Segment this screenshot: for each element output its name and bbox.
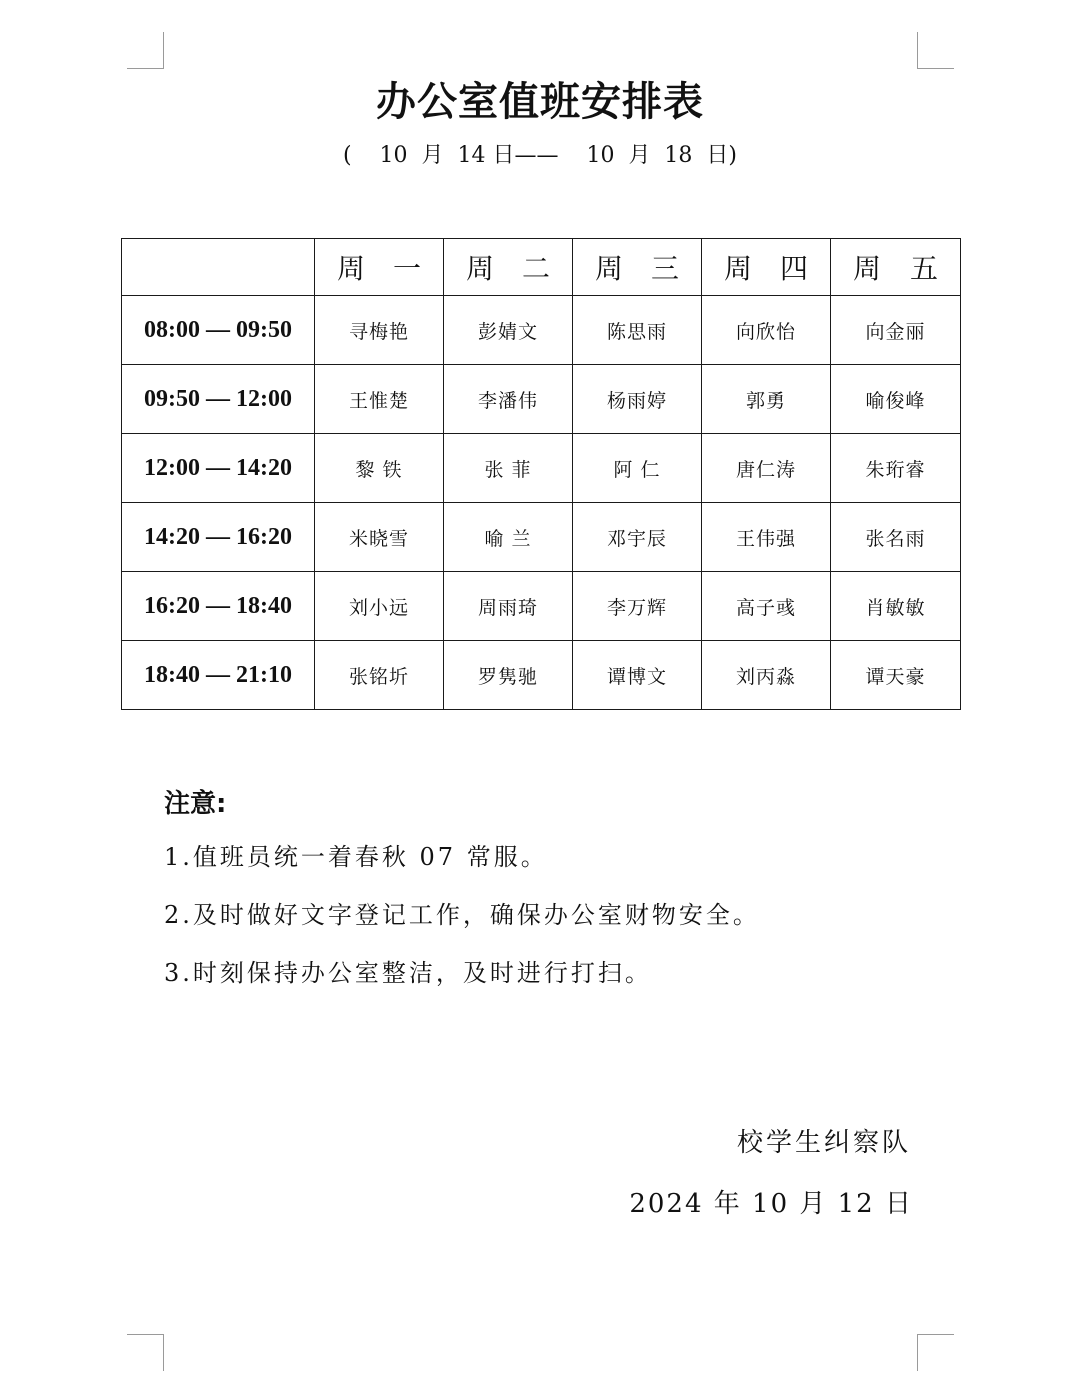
duty-name-cell: 王惟楚 — [315, 365, 444, 434]
day-header-monday — [315, 239, 444, 296]
table-header-row — [122, 239, 961, 296]
crop-mark-top-right — [917, 32, 954, 69]
signature-organization: 校学生纠察队 — [736, 1128, 911, 1158]
duty-name-cell: 谭博文 — [573, 641, 702, 710]
duty-name-cell: 张 菲 — [444, 434, 573, 503]
duty-name-cell: 向欣怡 — [702, 296, 831, 365]
signature-block — [629, 1122, 913, 1220]
table-row — [122, 572, 961, 641]
table-row — [122, 641, 961, 710]
time-slot-cell: 08:00 — 09:50 — [122, 296, 315, 365]
duty-name-cell: 谭天豪 — [831, 641, 961, 710]
day-header-char: 周 — [853, 252, 882, 285]
duty-name-cell: 张铭圻 — [315, 641, 444, 710]
day-header-friday — [831, 239, 961, 296]
day-header-char: 周 — [466, 252, 495, 285]
date-range: ( 10 月 14 日—— 10 月 18 日) — [342, 143, 737, 168]
duty-name-cell: 高子彧 — [702, 572, 831, 641]
duty-name-cell: 李潘伟 — [444, 365, 573, 434]
duty-name-cell: 郭勇 — [702, 365, 831, 434]
table-corner-cell — [122, 239, 315, 296]
time-slot-cell: 12:00 — 14:20 — [122, 434, 315, 503]
duty-name-cell: 刘小远 — [315, 572, 444, 641]
day-header-char: 四 — [779, 252, 808, 285]
duty-name-cell: 喻俊峰 — [831, 365, 961, 434]
note-item: 1.值班员统一着春秋 07 常服。 — [164, 843, 548, 871]
duty-name-cell: 朱珩睿 — [831, 434, 961, 503]
duty-name-cell: 张名雨 — [831, 503, 961, 572]
note-item: 3.时刻保持办公室整洁，及时进行打扫。 — [164, 959, 652, 987]
duty-name-cell: 米晓雪 — [315, 503, 444, 572]
day-header-char: 二 — [521, 252, 550, 285]
time-slot-cell: 18:40 — 21:10 — [122, 641, 315, 710]
crop-mark-bottom-left — [127, 1334, 164, 1371]
crop-mark-bottom-right — [917, 1334, 954, 1371]
signature-date: 2024 年 10 月 12 日 — [629, 1189, 913, 1219]
duty-name-cell: 罗隽驰 — [444, 641, 573, 710]
document-title: 办公室值班安排表 — [376, 79, 704, 125]
table-row — [122, 434, 961, 503]
duty-name-cell: 黎 铁 — [315, 434, 444, 503]
day-header-char: 一 — [392, 252, 421, 285]
duty-name-cell: 杨雨婷 — [573, 365, 702, 434]
day-header-char: 周 — [595, 252, 624, 285]
table-row — [122, 365, 961, 434]
duty-name-cell: 邓宇辰 — [573, 503, 702, 572]
duty-name-cell: 周雨琦 — [444, 572, 573, 641]
notes-section — [164, 783, 964, 1014]
duty-name-cell: 唐仁涛 — [702, 434, 831, 503]
duty-name-cell: 王伟强 — [702, 503, 831, 572]
day-header-tuesday — [444, 239, 573, 296]
time-slot-cell: 16:20 — 18:40 — [122, 572, 315, 641]
time-slot-cell: 09:50 — 12:00 — [122, 365, 315, 434]
crop-mark-top-left — [127, 32, 164, 69]
duty-name-cell: 喻 兰 — [444, 503, 573, 572]
day-header-char: 周 — [337, 252, 366, 285]
time-slot-cell: 14:20 — 16:20 — [122, 503, 315, 572]
duty-name-cell: 陈思雨 — [573, 296, 702, 365]
note-item: 2.及时做好文字登记工作，确保办公室财物安全。 — [164, 901, 760, 929]
day-header-wednesday — [573, 239, 702, 296]
duty-name-cell: 刘丙淼 — [702, 641, 831, 710]
duty-name-cell: 阿 仁 — [573, 434, 702, 503]
duty-name-cell: 肖敏敏 — [831, 572, 961, 641]
day-header-thursday — [702, 239, 831, 296]
day-header-char: 周 — [724, 252, 753, 285]
duty-name-cell: 寻梅艳 — [315, 296, 444, 365]
duty-name-cell: 李万辉 — [573, 572, 702, 641]
duty-name-cell: 向金丽 — [831, 296, 961, 365]
duty-name-cell: 彭婧文 — [444, 296, 573, 365]
duty-schedule-table — [121, 238, 961, 710]
table-row — [122, 503, 961, 572]
table-row — [122, 296, 961, 365]
notes-heading: 注意: — [164, 789, 227, 819]
day-header-char: 三 — [650, 252, 679, 285]
day-header-char: 五 — [909, 252, 938, 285]
